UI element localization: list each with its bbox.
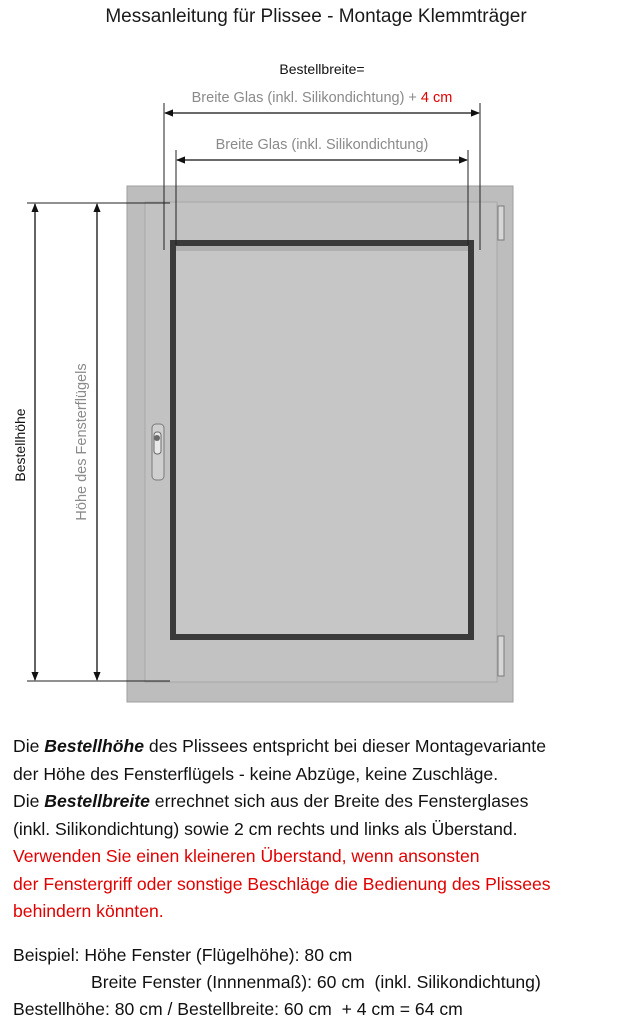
- glass-width-plus-label: [192, 90, 453, 106]
- hinge-bottom-icon: [498, 636, 504, 676]
- order-height-term: Bestellhöhe: [44, 736, 145, 756]
- warning-line-1: Verwenden Sie einen kleineren Überstand, wenn ansonsten: [13, 846, 480, 866]
- window-measurement-diagram: [0, 40, 632, 710]
- glass-width-label: Breite Glas (inkl. Silikondichtung): [215, 137, 429, 153]
- text-prefix: Die: [13, 736, 45, 756]
- example-line-3: Bestellhöhe: 80 cm / Bestellbreite: 60 cm + 4 cm = 64 cm: [13, 999, 463, 1019]
- hinge-top-icon: [498, 206, 504, 240]
- order-height-label: Bestellhöhe: [12, 408, 28, 482]
- instructions-line-3: [13, 788, 625, 816]
- window-handle-icon: [152, 424, 164, 480]
- instructions-line-4: (inkl. Silikondichtung) sowie 2 cm rechts und links als Überstand.: [13, 818, 518, 839]
- glass-width-plus-text: Breite Glas (inkl. Silikondichtung) +: [191, 90, 421, 106]
- instructions-line-1: [13, 733, 625, 761]
- example-line-2: Breite Fenster (Innnenmaß): 60 cm (inkl. Silikondichtung): [91, 972, 541, 992]
- plus-value: 4 cm: [420, 90, 453, 106]
- window-glass: [176, 246, 468, 634]
- order-width-term: Bestellbreite: [44, 791, 150, 811]
- warning-line-3: behindern könnten.: [13, 901, 164, 921]
- page-title: Messanleitung für Plissee - Montage Klemmträger: [105, 6, 527, 27]
- order-width-label: Bestellbreite=: [279, 61, 365, 77]
- example-line-1: Beispiel: Höhe Fenster (Flügelhöhe): 80 cm: [13, 945, 353, 965]
- instructions-line-2: der Höhe des Fensterflügels - keine Abzüge, keine Zuschläge.: [13, 763, 499, 784]
- example-block: [13, 942, 625, 1023]
- sash-height-label: Höhe des Fensterflügels: [74, 363, 90, 521]
- glass-top-highlight: [176, 246, 468, 251]
- warning-line-2: der Fenstergriff oder sonstige Beschläge die Bedienung des Plissees: [13, 873, 551, 894]
- text-suffix: des Plissees entspricht bei dieser Montagevariante: [144, 736, 546, 756]
- text-suffix: errechnet sich aus der Breite des Fensterglases: [149, 791, 529, 811]
- text-prefix: Die: [13, 791, 45, 811]
- instructions-text: [13, 733, 625, 926]
